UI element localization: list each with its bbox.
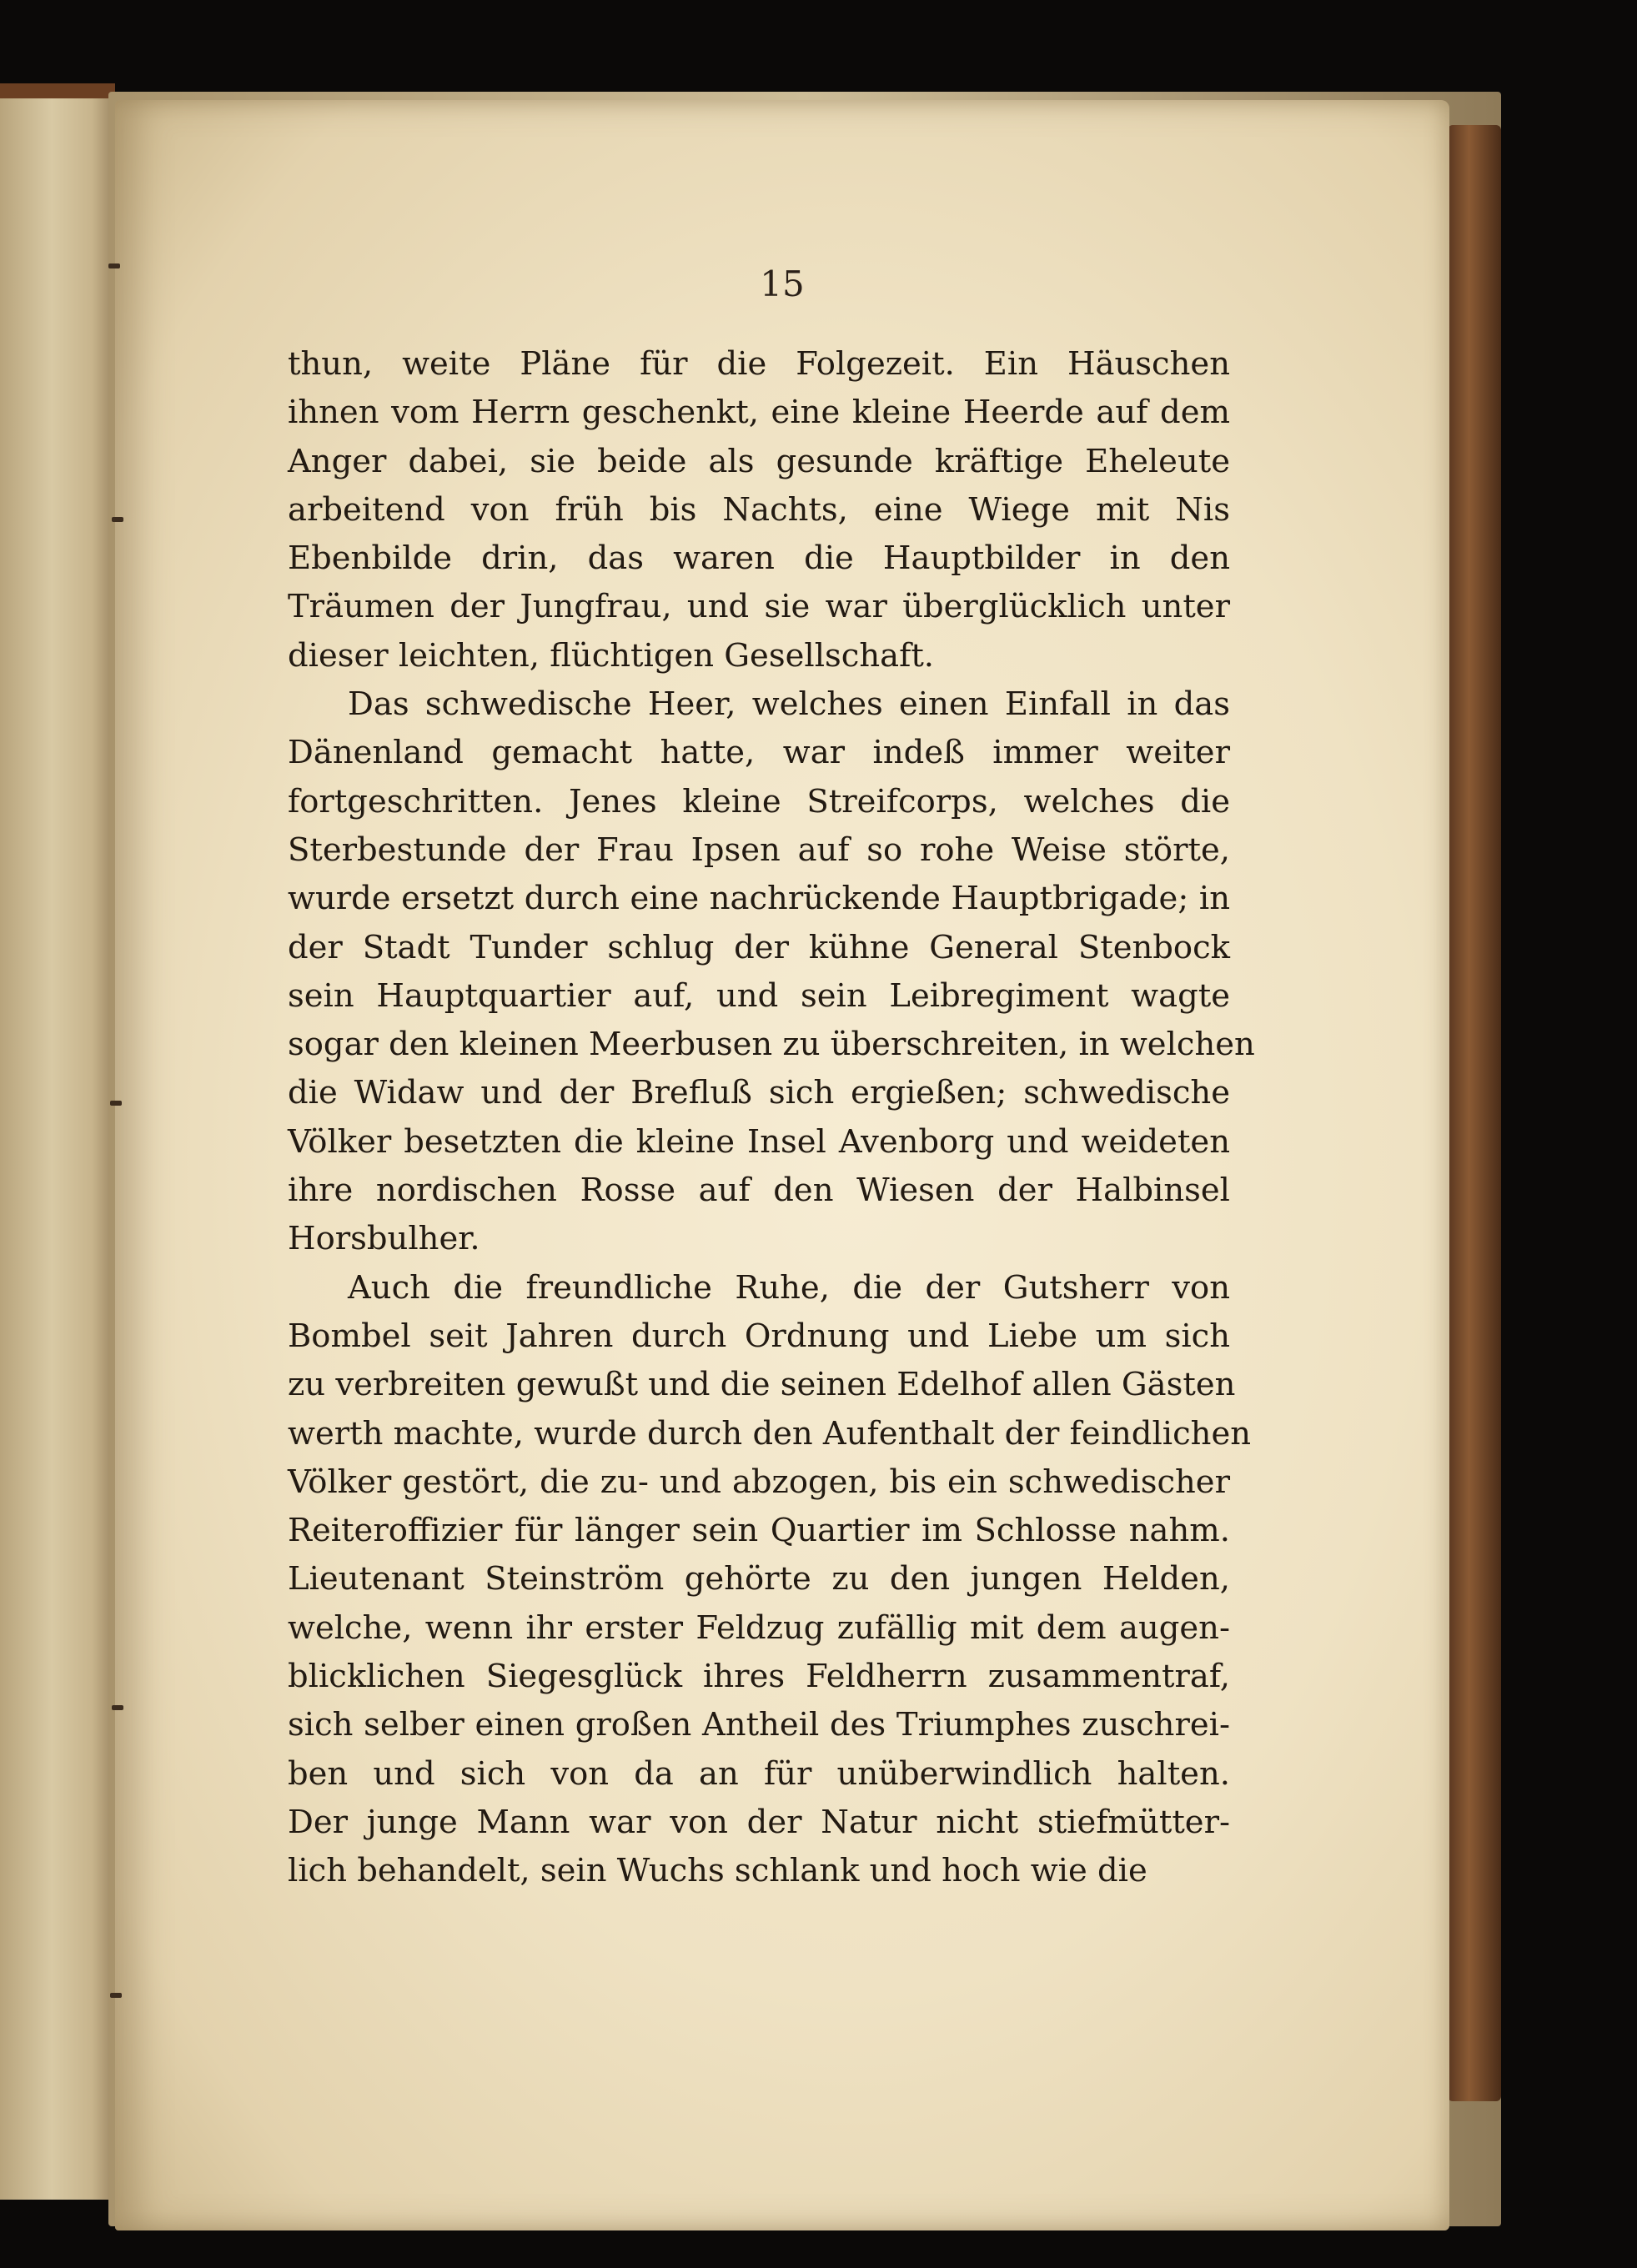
text-line: Horsbulher. xyxy=(288,1220,480,1258)
paragraph xyxy=(288,680,1255,1264)
text-line: Träumen der Jungfrau, und sie war überglücklich unter xyxy=(288,588,1230,626)
text-line: Dänenland gemacht hatte, war indeß immer weiter xyxy=(288,734,1230,772)
paragraph xyxy=(288,1264,1252,1896)
text-line: Völker besetzten die kleine Insel Avenborg und weideten xyxy=(288,1122,1230,1161)
text-line: ben und sich von da an für unüberwindlich halten. xyxy=(288,1754,1230,1793)
text-line: Anger dabei, sie beide als gesunde kräftige Eheleute xyxy=(288,442,1230,480)
body-text xyxy=(288,340,1255,1896)
paragraph xyxy=(288,340,1230,680)
text-line: Das schwedische Heer, welches einen Einfall in das xyxy=(348,685,1230,724)
text-line: Ebenbilde drin, das waren die Hauptbilder in den xyxy=(288,539,1230,578)
text-line: wurde ersetzt durch eine nachrückende Hauptbrigade; in xyxy=(288,880,1230,918)
text-line: sich selber einen großen Antheil des Triumphes zuschrei- xyxy=(288,1706,1230,1744)
text-line: thun, weite Pläne für die Folgezeit. Ein Häuschen xyxy=(288,345,1230,383)
text-line: sein Hauptquartier auf, und sein Leibregiment wagte xyxy=(288,976,1230,1015)
text-line: sogar den kleinen Meerbusen zu überschreiten, in welchen xyxy=(288,1026,1255,1064)
text-line: ihre nordischen Rosse auf den Wiesen der Halbinsel xyxy=(288,1172,1230,1210)
text-line: dieser leichten, flüchtigen Gesellschaft. xyxy=(288,636,935,675)
text-line: der Stadt Tunder schlug der kühne General Stenbock xyxy=(288,928,1230,966)
text-line: fortgeschritten. Jenes kleine Streifcorps, welches die xyxy=(288,782,1230,820)
text-line: Bombel seit Jahren durch Ordnung und Liebe um sich xyxy=(288,1317,1230,1355)
text-line: Reiteroffizier für länger sein Quartier im Schlosse nahm. xyxy=(288,1512,1230,1550)
text-line: Lieutenant Steinström gehörte zu den jungen Helden, xyxy=(288,1560,1230,1598)
text-line: Völker gestört, die zu- und abzogen, bis ein schwedischer xyxy=(288,1463,1230,1501)
page-number: 15 xyxy=(760,263,805,304)
text-line: blicklichen Siegesglück ihres Feldherrn zusammentraf, xyxy=(288,1658,1230,1696)
text-line: die Widaw und der Brefluß sich ergießen; schwedische xyxy=(288,1074,1230,1112)
text-line: zu verbreiten gewußt und die seinen Edelhof allen Gästen xyxy=(288,1366,1236,1404)
book-cover-edge xyxy=(1448,125,1501,2101)
text-line: werth machte, wurde durch den Aufenthalt der feindlichen xyxy=(288,1414,1252,1453)
text-line: Sterbestunde der Frau Ipsen auf so rohe Weise störte, xyxy=(288,830,1230,869)
text-line: Auch die freundliche Ruhe, die der Gutsherr von xyxy=(348,1268,1230,1307)
left-facing-page-edge xyxy=(0,83,115,2200)
text-line: lich behandelt, sein Wuchs schlank und hoch wie die xyxy=(288,1852,1147,1890)
text-line: ihnen vom Herrn geschenkt, eine kleine Heerde auf dem xyxy=(288,394,1230,432)
text-line: arbeitend von früh bis Nachts, eine Wiege mit Nis xyxy=(288,490,1230,529)
text-line: Der junge Mann war von der Natur nicht stiefmütter- xyxy=(288,1803,1230,1841)
text-line: welche, wenn ihr erster Feldzug zufällig mit dem augen- xyxy=(288,1608,1230,1647)
